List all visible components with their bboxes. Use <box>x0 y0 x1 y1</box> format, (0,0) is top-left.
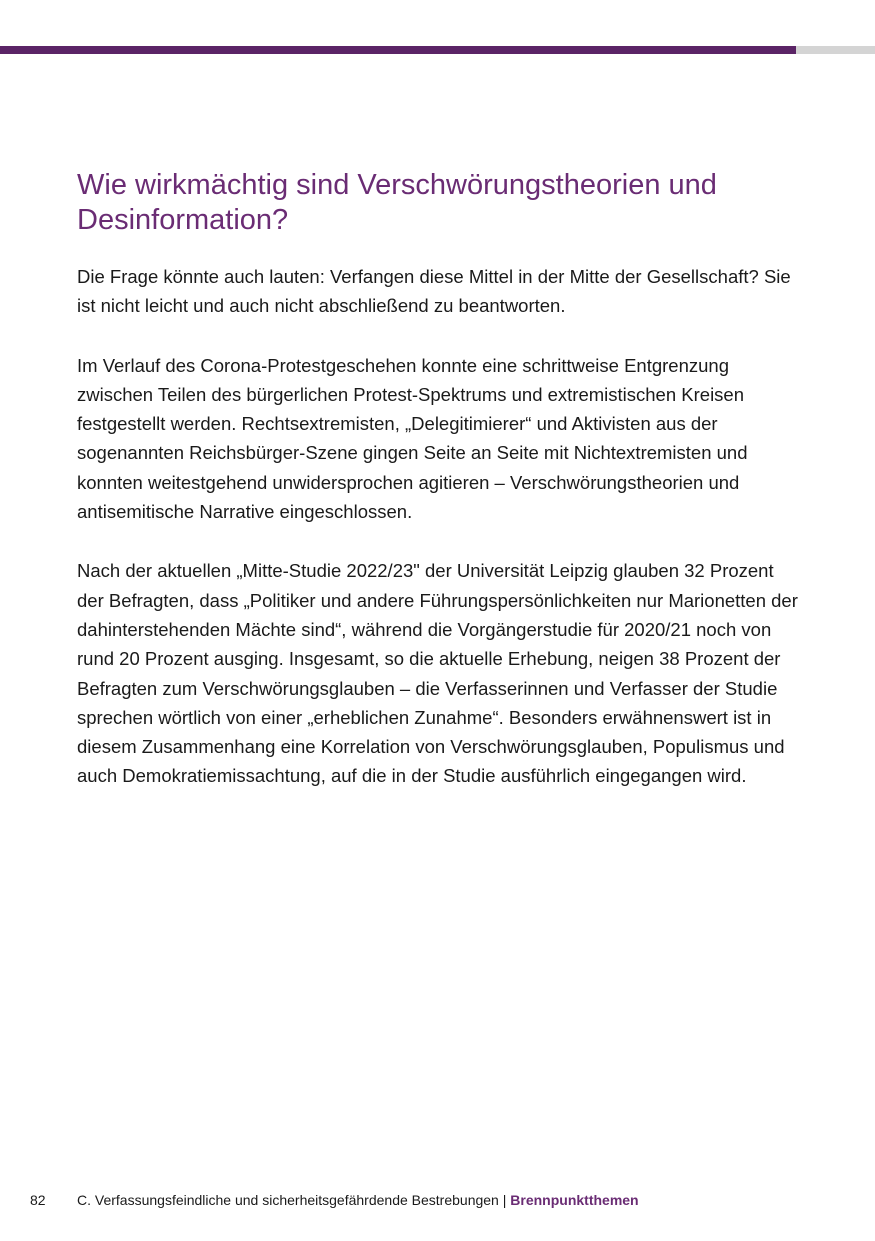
footer-section: Brennpunktthemen <box>510 1192 639 1208</box>
page-number: 82 <box>30 1192 46 1208</box>
footer-separator: | <box>502 1192 507 1208</box>
paragraph-mitte-studie: Nach der aktuellen „Mitte-Studie 2022/23" der Universität Leipzig glauben 32 Prozent der Befragten, dass „Politiker und andere Führungspersönlichkeiten nur Marionetten der dahinterstehenden Mächte sind“, während die Vorgängerstudie für 2020/21 noch von rund 20 Prozent ausging. Insgesamt, so die aktuelle Erhebung, neigen 38 Prozent der Befragten zum Verschwörungsglauben – die Verfasserinnen und Verfasser der Studie sprechen wörtlich von einer „erheblichen Zunahme“. Besonders erwähnenswert ist in diesem Zusammenhang eine Korrelation von Verschwörungsglauben, Populismus und auch Demokratiemissachtung, auf die in der Studie ausführlich eingegangen wird. <box>77 560 798 787</box>
body-text <box>77 262 799 821</box>
footer-chapter: C. Verfassungsfeindliche und sicherheitsgefährdende Bestrebungen <box>77 1192 499 1208</box>
header-rule-grey <box>796 46 875 54</box>
paragraph-corona-protest: Im Verlauf des Corona-Protestgeschehen konnte eine schrittweise Entgrenzung zwischen Teilen des bürgerlichen Protest-Spektrums und extremistischen Kreisen festgestellt werden. Rechtsextremisten, „Delegitimierer“ und Aktivisten aus der sogenannten Reichsbürger-Szene gingen Seite an Seite mit Nichtextremisten und konnten weitestgehend unwidersprochen agitieren – Verschwörungstheorien und antisemitische Narrative eingeschlossen. <box>77 354 748 523</box>
header-rule-accent <box>0 46 796 54</box>
page-footer <box>0 1188 875 1212</box>
paragraph-intro: Die Frage könnte auch lauten: Verfangen diese Mittel in der Mitte der Gesellschaft? Sie ist nicht leicht und auch nicht abschließend zu beantworten. <box>77 266 791 317</box>
page-title: Wie wirkmächtig sind Verschwörungstheorien und Desinformation? <box>77 169 717 236</box>
footer-running-title <box>77 1188 639 1212</box>
